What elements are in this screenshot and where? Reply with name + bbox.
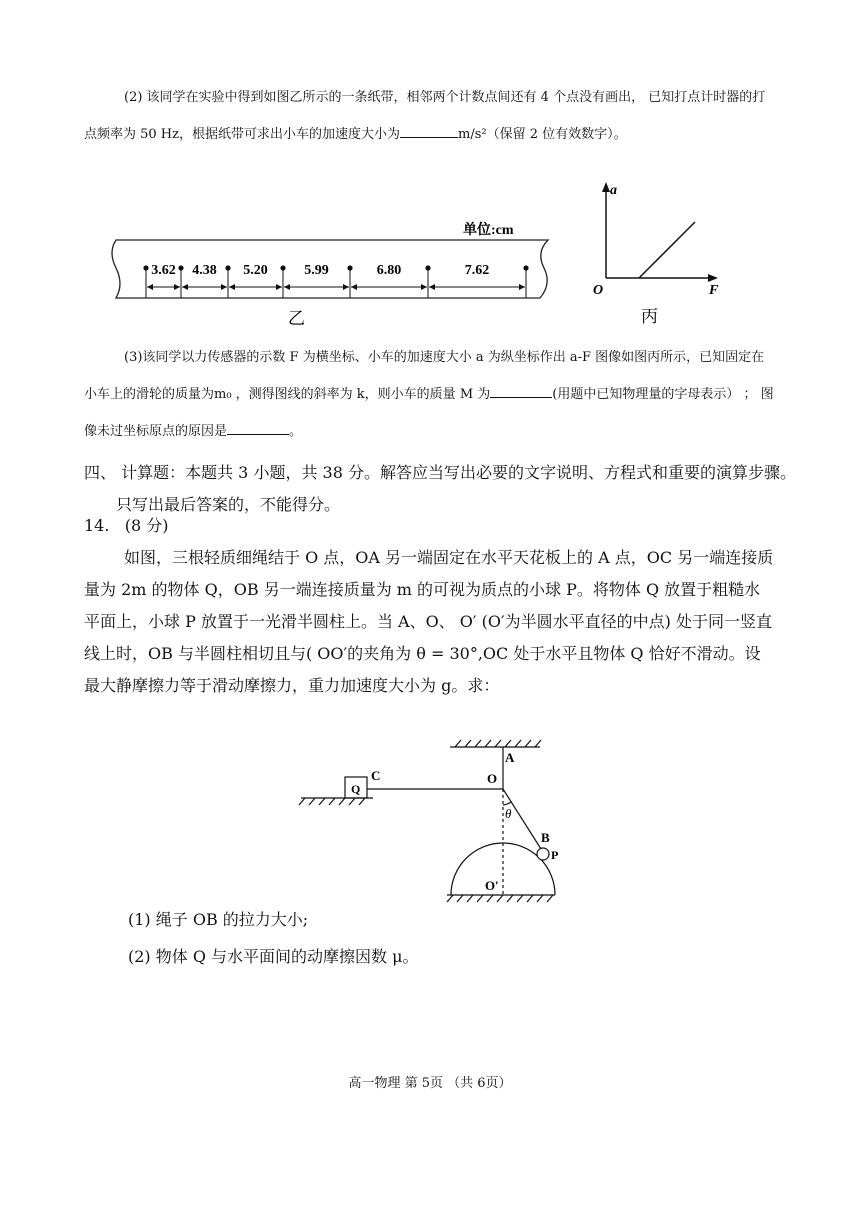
label-o-prime: O′ (485, 878, 499, 893)
answer-blank-acceleration[interactable] (400, 125, 458, 138)
label-b: B (541, 830, 550, 845)
q13-part3-s3: 。 (289, 424, 303, 439)
tape-segment-label: 6.80 (376, 263, 402, 278)
tape-arrow-left (429, 284, 435, 290)
x-axis-label: F (709, 283, 719, 298)
floor-bottom-hatch (447, 895, 553, 902)
answer-blank-mass[interactable] (490, 385, 552, 398)
label-o: O (487, 771, 498, 786)
origin-label: O (593, 283, 604, 298)
tape-arrow-right (421, 284, 427, 290)
section4-heading: 四、 计算题：本题共 3 小题，共 38 分。解答应当写出必要的文字说明、方程式和重要的演算步骤。只写出最后答案的，不能得分。 (84, 463, 796, 514)
label-q: Q (351, 782, 361, 796)
q14-sub1: (1) 绳子 OB 的拉力大小; (128, 910, 309, 929)
label-theta: θ (505, 806, 512, 821)
paper-tape-figure (108, 212, 558, 330)
a-f-graph-figure (585, 178, 735, 328)
tape-arrow-right (276, 284, 282, 290)
rope-hemisphere-figure (295, 738, 595, 910)
tape-arrow-right (221, 284, 227, 290)
label-c: C (371, 768, 381, 783)
tape-segment-label: 5.99 (304, 263, 329, 278)
tape-caption: 乙 (288, 309, 305, 328)
tape-unit-label: 单位:cm (463, 223, 514, 238)
q14-points: (8 分) (124, 516, 169, 535)
q13-part2-text (84, 79, 774, 153)
q13-part2-before: (2) 该同学在实验中得到如图乙所示的一条纸带，相邻两个计数点间还有 4 个点没有画出， 已知打点计时器的打点频率为 50 Hz，根据纸带可求出小车的加速度大小为 (84, 90, 766, 142)
tape-segment-label: 4.38 (192, 263, 217, 278)
ceiling-hatch (455, 740, 541, 747)
q14-number: 14. (84, 516, 110, 535)
q13-part3-s2: (用题中已知物理量的字母表示） ； 图像未过坐标原点的原因是 (84, 387, 774, 439)
tape-arrow-right (519, 284, 525, 290)
q13-part3-s1: (3)该同学以力传感器的示数 F 为横坐标、小车的加速度大小 a 为纵坐标作出 a-F 图像如图丙所示，已知固定在小车上的滑轮的质量为m₀ ，测得图线的斜率为 k，则小车的质量 M 为 (84, 350, 765, 402)
q14-header (84, 510, 774, 542)
tape-arrow-right (343, 284, 349, 290)
tape-segment-label: 3.62 (151, 263, 176, 278)
tape-marks (143, 263, 528, 298)
tape-arrow-left (351, 284, 357, 290)
q13-part2-after: m/s²（保留 2 位有效数字）。 (458, 127, 627, 142)
tape-segment-label: 5.20 (243, 263, 268, 278)
graph-caption: 丙 (641, 307, 658, 326)
label-a: A (505, 750, 515, 765)
tape-arrow-right (174, 284, 180, 290)
answer-blank-reason[interactable] (227, 422, 289, 435)
page-footer: 高一物理 第 5页 （共 6页） (348, 1076, 512, 1091)
tape-segment-label: 7.62 (464, 263, 490, 278)
q14-sub2: (2) 物体 Q 与水平面间的动摩擦因数 μ。 (128, 947, 419, 966)
tape-arrow-left (182, 284, 188, 290)
tape-arrow-left (284, 284, 290, 290)
tape-arrow-left (147, 284, 153, 290)
x-axis-arrow (708, 274, 718, 282)
q13-part3-text (84, 339, 774, 450)
graph-line (639, 222, 695, 278)
y-axis-arrow (602, 182, 610, 192)
floor-left-hatch (299, 798, 365, 805)
q14-body: 如图，三根轻质细绳结于 O 点，OA 另一端固定在水平天花板上的 A 点，OC 另一端连接质量为 2m 的物体 Q，OB 另一端连接质量为 m 的可视为质点的小球 P。将物体 Q 放置于粗糙水平面上，小球 P 放置于一光滑半圆柱上。当 A、O、 O′ (O′为半圆水平直径的中点) 处于同一竖直线上时，OB 与半圆柱相切且与( OO′的夹角为 θ = 30°,OC 处于水平且物体 Q 恰好不滑动。设最大静摩擦力等于滑动摩擦力，重力加速度大小为 g。求： (84, 548, 774, 695)
ball-p (537, 848, 549, 860)
theta-arc (503, 802, 511, 805)
y-axis-label: a (610, 183, 617, 198)
tape-arrow-left (229, 284, 235, 290)
label-p: P (551, 848, 559, 862)
